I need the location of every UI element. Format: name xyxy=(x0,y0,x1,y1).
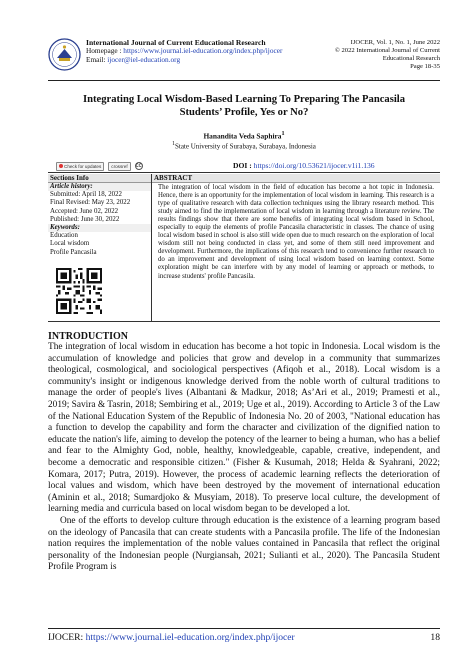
doi xyxy=(233,161,375,170)
issue-meta xyxy=(310,39,440,71)
doi-bar xyxy=(48,159,440,173)
paragraph: One of the efforts to develop culture through education is the existence of a learning program based on the ideology of Pancasila that can create students with a Pancasila profile. The life of the Indonesian nation requires the implementation of the noble values contained in Pancasila that reflect the original personality of the Indonesian people (Nurgiansah, 2021; Sulianti et al., 2020). The Pancasila Student Profile Program is xyxy=(48,515,440,573)
title-line-1: Integrating Local Wisdom-Based Learning To Preparing The Pancasila xyxy=(82,94,406,105)
update-dot-icon xyxy=(59,164,63,168)
article-title xyxy=(48,94,440,119)
check-for-updates-badge[interactable] xyxy=(56,162,104,171)
abstract-header: ABSTRACT xyxy=(152,174,440,183)
doi-label: DOI : xyxy=(233,161,254,170)
introduction-heading: INTRODUCTION xyxy=(48,331,129,342)
keywords-label: Keywords: xyxy=(48,224,151,232)
history-item: Accepted: June 02, 2022 xyxy=(50,207,119,215)
history-item: Submitted: April 18, 2022 xyxy=(50,191,122,199)
crossref-label: crossref xyxy=(111,163,128,169)
affiliation-text: State University of Surabaya, Surabaya, Indonesia xyxy=(174,142,316,151)
history-label: Article history: xyxy=(48,183,151,191)
email-label: Email: xyxy=(86,54,108,64)
keyword-item: Local wisdom xyxy=(50,240,90,248)
sections-info-header: Sections Info xyxy=(48,174,151,183)
issue-line: IJOCER, Vol. 1, No. 1, June 2022 xyxy=(350,39,440,46)
journal-info xyxy=(86,39,316,64)
author-sup: 1 xyxy=(281,131,285,137)
author-name xyxy=(48,131,440,140)
introduction-body xyxy=(48,342,440,574)
homepage-label: Homepage : xyxy=(86,46,124,56)
history-item: Published: June 30, 2022 xyxy=(50,215,120,223)
journal-name: International Journal of Current Educational Research xyxy=(86,38,266,47)
history-item: Final Revised: May 23, 2022 xyxy=(50,199,131,207)
badges xyxy=(56,161,143,171)
page-footer xyxy=(48,632,440,643)
affiliation-sup: 1 xyxy=(172,141,175,147)
email-link[interactable]: ijocer@iel-education.org xyxy=(107,54,181,64)
abstract-column xyxy=(151,174,440,322)
journal-logo xyxy=(48,38,81,71)
header-rule xyxy=(48,80,440,81)
page-number: 18 xyxy=(430,632,440,643)
journal-header xyxy=(48,38,440,78)
keyword-item: Profile Pancasila xyxy=(50,248,97,256)
copyright-line: © 2022 International Journal of Current xyxy=(334,46,440,54)
footer-link[interactable]: https://www.journal.iel-education.org/index.php/ijocer xyxy=(85,632,295,643)
affiliation xyxy=(48,141,440,150)
homepage-link[interactable]: https://www.journal.iel-education.org/index.php/ijocer xyxy=(123,46,283,56)
creative-commons-icon: cc xyxy=(135,163,142,169)
keyword-item: Education xyxy=(50,232,78,240)
author-text: Hanandita Veda Saphira xyxy=(203,131,282,141)
updates-label: Check for updates xyxy=(64,163,102,169)
paragraph: The integration of local wisdom in education has become a hot topic in Indonesia. Local wisdom is the accumulation of knowledge and policies that grow and develop in a community that summarizes theological, cosmological, and sociological perspectives (Afiqoh et al., 2018). Local wisdom is a community's insight or indigenous knowledge derived from the noble worth of cultural traditions to manage the order of people's lives (Albantani & Madkur, 2018; As’Ari et al., 2019; Pramesti et al., 2019; Savira & Tasrin, 2018; Sembiring et al., 2019; Uge et al., 2019). According to Article 3 of the Law of the National Education System of the Republic of Indonesia No. 20 of 2003, "National education has a function to develop the capability and form the character and civilization of the dignified nation to educate the nation's life, aiming to develop the potency of the learner to being a human, who has a belief and fear to the Almighty God, noble, healthy, knowledgeable, capable, creative, independent, and become a democratic and responsible citizen." (Fisher & Kusumah, 2018; Helda & Syahrani, 2022; Komara, 2017; Putra, 2019). However, the process of academic learning reflects the deterioration of local values and wisdom, which have been destroyed by the movement of international education (Aminin et al., 2018; Sumardjoko & Musyiam, 2018). To preserve local culture, the development of learning media and curricula based on local wisdom began to be developed a lot. xyxy=(48,342,440,515)
footer-rule xyxy=(48,628,440,629)
title-line-2: Students’ Profile, Yes or No? xyxy=(179,106,309,118)
abstract-text: The integration of local wisdom in the field of education has become a hot topic in Indonesia. Hence, there is an opportunity for the implementation of local wisdom in learning. This research is a type of qualitative research with data collection techniques using the library research method. This study aimed to find the implementation of local wisdom in learning through a literature review. The results findings show that there are some benefits of integrating local wisdom based in School, especially to equip the elements of profile Pancasila characteristic in classes. The chance of using local wisdom based in school is also still wide open due to much research on the exploration of local wisdom still not being conducted in class yet, and some of them still need improvement and development. Furthermore, the implications of this research tend to convenience further research to do an improvement and development of using local wisdom based on learning context. Some exploration might be can interfere with by any model of learning or approach or methods, to increase students' profile Pancasila. xyxy=(158,184,434,280)
page-range: Page 18-35 xyxy=(410,62,440,70)
copyright-line-2: Educational Research xyxy=(382,54,440,62)
footer-label: IJOCER: xyxy=(48,632,86,643)
crossref-badge[interactable] xyxy=(108,162,130,171)
sections-info xyxy=(48,174,151,322)
doi-link[interactable]: https://doi.org/10.53621/ijocer.v1i1.136 xyxy=(253,161,375,170)
qr-code[interactable] xyxy=(56,268,102,314)
article-info-table xyxy=(48,174,440,322)
